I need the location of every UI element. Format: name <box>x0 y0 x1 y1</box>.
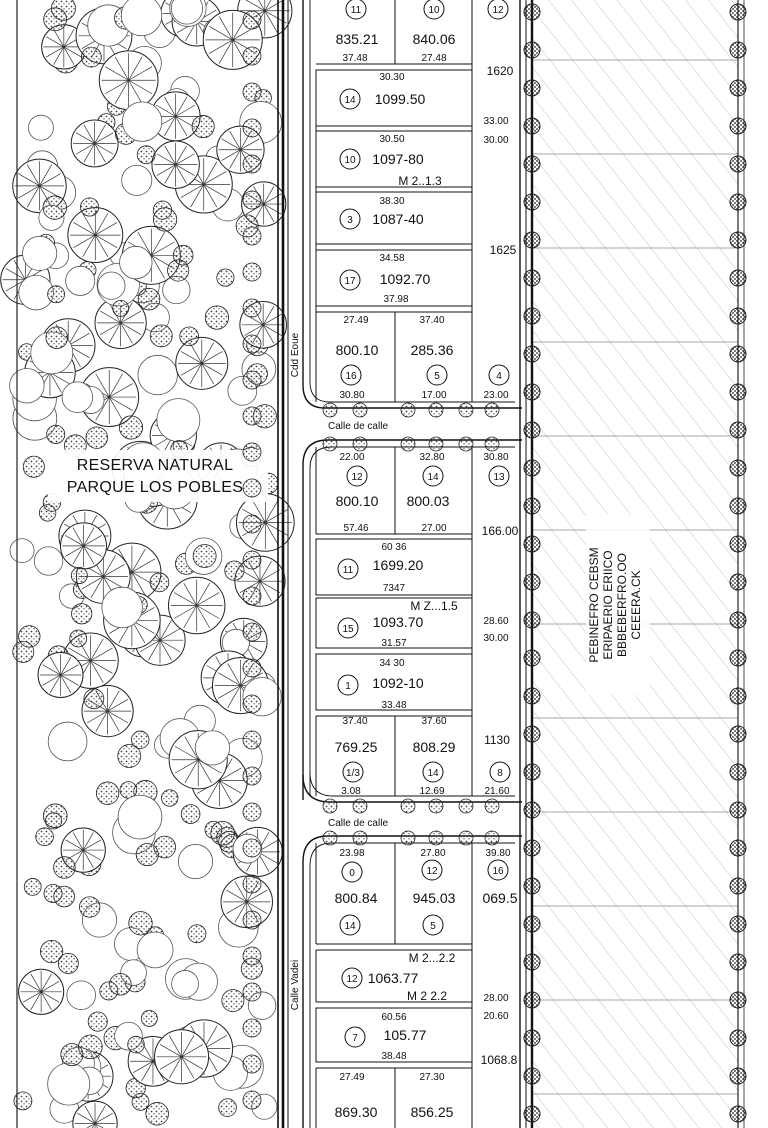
lot-number: 1 <box>345 681 351 692</box>
lot-area: 800.84 <box>334 890 378 906</box>
lot-dimension: 38.48 <box>381 1051 407 1062</box>
boundary-marker <box>730 764 746 780</box>
street-tree-marker <box>485 831 499 845</box>
tree-symbol <box>129 911 152 934</box>
lot-number: 11 <box>342 565 354 576</box>
street-tree-marker <box>401 403 415 417</box>
tree-symbol <box>219 1099 237 1117</box>
street-tree-marker <box>459 403 473 417</box>
lot-dimension: 22.00 <box>339 452 365 463</box>
perimeter-label <box>586 515 650 695</box>
lot-dimension: 57.46 <box>343 523 369 534</box>
tree-symbol <box>137 146 155 164</box>
street-label: Calle de calle <box>327 421 389 432</box>
tree-symbol <box>48 286 65 303</box>
tree-symbol <box>81 47 101 67</box>
lot-dimension: 60.56 <box>381 1012 407 1023</box>
tree-symbol <box>71 120 118 167</box>
tree-symbol <box>150 325 172 347</box>
boundary-marker <box>730 650 746 666</box>
street-tree-marker <box>243 47 261 65</box>
boundary-marker <box>730 688 746 704</box>
lot-dimension: 31.57 <box>381 638 407 649</box>
boundary-marker <box>730 1030 746 1046</box>
tree-symbol <box>173 245 193 265</box>
tree-symbol <box>192 115 214 137</box>
street-tree-marker <box>429 403 443 417</box>
lot-area: 285.36 <box>410 342 454 358</box>
block-label: M Z...1.5 <box>410 599 458 613</box>
lot-area: 1092-10 <box>372 675 424 691</box>
lot-dimension: 7347 <box>382 583 406 594</box>
lot-number: 7 <box>352 1033 358 1044</box>
boundary-marker <box>730 878 746 894</box>
lot-dimension: 23.98 <box>339 848 365 859</box>
tree-symbol <box>34 547 62 575</box>
street-tree-marker <box>243 911 261 929</box>
tree-symbol <box>138 355 177 394</box>
tree-symbol <box>217 269 234 286</box>
tree-symbol <box>68 208 123 263</box>
street-tree-marker <box>459 437 473 451</box>
street-tree-marker <box>243 803 261 821</box>
lot-dimension: 27.80 <box>420 848 446 859</box>
tree-symbol <box>44 8 67 31</box>
tree-symbol <box>225 561 244 580</box>
tree-symbol <box>10 369 44 403</box>
boundary-marker <box>730 536 746 552</box>
boundary-marker <box>730 4 746 20</box>
street-tree-marker <box>243 263 261 281</box>
lot-number: 15 <box>342 624 354 635</box>
tree-symbol <box>178 844 212 878</box>
lot-number: 12 <box>351 472 363 483</box>
lot-area: 835.21 <box>335 31 379 47</box>
street-label: Cdd Eoue <box>290 332 301 378</box>
lot-number: 10 <box>344 155 356 166</box>
lot-dimension: 37.40 <box>419 315 445 326</box>
tree-symbol <box>72 604 92 624</box>
external-dimension: 33.00 <box>483 116 509 127</box>
lot-dimension: 30.80 <box>483 452 509 463</box>
lot-number: 13 <box>493 472 505 483</box>
lot-dimension: 3.08 <box>341 786 361 797</box>
lot-area: 856.25 <box>410 1104 454 1120</box>
tree-symbol <box>86 427 108 449</box>
tree-symbol <box>176 337 228 389</box>
street-tree-marker <box>243 731 261 749</box>
street-tree-marker <box>353 437 367 451</box>
lot-area: 1093.70 <box>372 614 424 630</box>
lot-area: 945.03 <box>412 890 456 906</box>
lot-number: 14 <box>427 768 439 779</box>
tree-symbol <box>168 577 224 633</box>
tree-symbol <box>58 953 78 973</box>
boundary-marker <box>730 954 746 970</box>
street-tree-marker <box>243 155 261 173</box>
lot-area: 769.25 <box>334 739 378 755</box>
tree-symbol <box>54 886 75 907</box>
tree-symbol <box>99 51 158 110</box>
street-tree-marker <box>429 799 443 813</box>
tree-symbol <box>113 300 129 316</box>
tree-symbol <box>195 731 229 765</box>
lot-number: 10 <box>428 5 440 16</box>
lot-area: 800.10 <box>335 342 379 358</box>
street-tree-marker <box>243 947 261 965</box>
boundary-marker <box>730 498 746 514</box>
boundary-marker <box>730 802 746 818</box>
street-tree-marker <box>401 799 415 813</box>
tree-symbol <box>152 141 199 188</box>
street-tree-marker <box>323 831 337 845</box>
street-tree-marker <box>353 403 367 417</box>
lot-dimension: 37.48 <box>342 53 368 64</box>
external-dimension: 30.00 <box>483 633 509 644</box>
street-tree-marker <box>243 623 261 641</box>
tree-symbol <box>39 505 56 522</box>
boundary-marker <box>730 194 746 210</box>
lot-number: 16 <box>492 866 504 877</box>
lot-dimension: 37.40 <box>342 716 368 727</box>
street-tree-marker <box>459 799 473 813</box>
street-tree-marker <box>243 83 261 101</box>
boundary-marker <box>730 156 746 172</box>
boundary-marker <box>730 726 746 742</box>
tree-symbol <box>138 288 160 310</box>
tree-symbol <box>46 327 68 349</box>
street-tree-marker <box>429 437 443 451</box>
street-tree-marker <box>243 191 261 209</box>
tree-symbol <box>153 208 176 231</box>
tree-symbol <box>155 1030 209 1084</box>
lot-dimension: 33.48 <box>381 700 407 711</box>
tree-symbol <box>96 782 119 805</box>
lot-area: 105.77 <box>383 1027 427 1043</box>
lot-number: 14 <box>427 472 439 483</box>
lot-number: 17 <box>344 276 356 287</box>
boundary-marker <box>730 308 746 324</box>
lot-area: 1092.70 <box>379 271 431 287</box>
boundary-marker <box>730 1106 746 1122</box>
street-tree-marker <box>243 119 261 137</box>
lot-number: 12 <box>492 5 504 16</box>
street-tree-marker <box>243 1055 261 1073</box>
external-dimension: 166.00 <box>481 524 519 538</box>
lot-dimension: 27.49 <box>343 315 369 326</box>
boundary-marker <box>730 916 746 932</box>
lot-number: 0 <box>349 868 355 879</box>
perimeter-label-line1: PEBINEFRO CEBSM <box>587 547 601 663</box>
lot-dimension: 39.80 <box>485 848 511 859</box>
lot-dimension: 27.48 <box>421 53 447 64</box>
lot-dimension: 12.69 <box>419 786 445 797</box>
tree-symbol <box>150 573 169 592</box>
street-tree-marker <box>429 831 443 845</box>
lot-area: 069.5 <box>482 890 518 906</box>
street-label: Calle de calle <box>327 818 389 829</box>
tree-symbol <box>205 306 228 329</box>
tree-symbol <box>36 828 54 846</box>
tree-symbol <box>13 641 34 662</box>
tree-symbol <box>38 652 83 697</box>
tree-symbol <box>121 0 162 36</box>
street-tree-marker <box>243 767 261 785</box>
street-tree-marker <box>485 437 499 451</box>
tree-symbol <box>23 456 44 477</box>
lot-dimension: 27.49 <box>339 1072 365 1083</box>
lot-dimension: 27.30 <box>419 1072 445 1083</box>
lot-area: 840.06 <box>412 31 456 47</box>
lot-dimension: 30.80 <box>339 390 365 401</box>
tree-symbol <box>146 1102 169 1125</box>
tree-symbol <box>84 689 104 709</box>
tree-symbol <box>43 804 67 828</box>
street-tree-marker <box>243 839 261 857</box>
tree-symbol <box>66 266 95 295</box>
tree-symbol <box>48 722 87 761</box>
boundary-marker <box>730 460 746 476</box>
street-tree-marker <box>243 371 261 389</box>
tree-symbol <box>19 969 64 1014</box>
tree-symbol <box>102 587 143 628</box>
lot-number: 14 <box>344 95 356 106</box>
lot-dimension: 21.60 <box>484 786 510 797</box>
tree-symbol <box>222 989 244 1011</box>
external-dimension: 1620 <box>486 64 514 78</box>
lot-area: 808.29 <box>412 739 456 755</box>
street-tree-marker <box>243 335 261 353</box>
lot-dimension: 32.80 <box>419 452 445 463</box>
lot-area: 800.10 <box>335 493 379 509</box>
external-dimension: 20.60 <box>483 1011 509 1022</box>
lot-area: 869.30 <box>334 1104 378 1120</box>
tree-symbol <box>154 836 176 858</box>
street-tree-marker <box>401 831 415 845</box>
tree-symbol <box>60 523 106 569</box>
lot-number: 14 <box>344 921 356 932</box>
tree-symbol <box>118 795 162 839</box>
lot-number: 5 <box>430 921 436 932</box>
lot-area: 1699.20 <box>372 557 424 573</box>
perimeter-label-line2: ERIPAERIO ERIICO <box>601 550 615 660</box>
street-tree-marker <box>353 831 367 845</box>
lot-dimension: 60 36 <box>381 542 407 553</box>
street-tree-marker <box>243 983 261 1001</box>
tree-symbol <box>48 1063 90 1105</box>
boundary-marker <box>730 574 746 590</box>
lot-dimension: 37.60 <box>421 716 447 727</box>
lot-dimension: 27.00 <box>421 523 447 534</box>
lot-number: 4 <box>496 371 502 382</box>
tree-symbol <box>23 236 57 270</box>
tree-symbol <box>67 981 96 1010</box>
lot-area: 1099.50 <box>374 91 426 107</box>
street-label: Calle Vadei <box>290 959 301 1011</box>
tree-symbol <box>161 790 178 807</box>
tree-symbol <box>172 970 199 997</box>
tree-symbol <box>47 425 65 443</box>
perimeter-label-line4: CEEERA.CK <box>629 570 643 640</box>
tree-symbol <box>122 102 161 141</box>
tree-symbol <box>157 399 200 442</box>
boundary-marker <box>730 1068 746 1084</box>
boundary-marker <box>730 422 746 438</box>
boundary-marker <box>730 118 746 134</box>
lot-number: 16 <box>345 371 357 382</box>
street-tree-marker <box>243 1019 261 1037</box>
lot-number: 12 <box>426 866 438 877</box>
street-tree-marker <box>323 403 337 417</box>
boundary-marker <box>730 384 746 400</box>
lot-number: 3 <box>347 215 353 226</box>
tree-symbol <box>122 165 152 195</box>
lot-area: 1087-40 <box>372 211 424 227</box>
reserve-label-line2: PARQUE LOS POBLES <box>66 479 244 496</box>
block-label: M 2...2.2 <box>408 951 456 965</box>
street-tree-marker <box>323 799 337 813</box>
tree-symbol <box>181 805 200 824</box>
street-tree-marker <box>243 443 261 461</box>
boundary-marker <box>730 42 746 58</box>
tree-symbol <box>80 198 98 216</box>
street-tree-marker <box>485 799 499 813</box>
tree-symbol <box>119 416 142 439</box>
lot-number: 5 <box>434 371 440 382</box>
boundary-marker <box>730 270 746 286</box>
tree-symbol <box>54 857 76 879</box>
tree-symbol <box>61 1044 83 1066</box>
street-tree-marker <box>243 1091 261 1109</box>
tree-symbol <box>131 731 148 748</box>
street-tree-marker <box>243 407 261 425</box>
lot-dimension: 38.30 <box>379 196 405 207</box>
boundary-marker <box>730 80 746 96</box>
tree-symbol <box>188 925 206 943</box>
street-tree-marker <box>243 551 261 569</box>
tree-symbol <box>79 897 99 917</box>
tree-symbol <box>10 539 34 563</box>
boundary-marker <box>730 346 746 362</box>
lot-dimension: 30.30 <box>379 72 405 83</box>
external-dimension: 30.00 <box>483 135 509 146</box>
street-tree-marker <box>243 875 261 893</box>
tree-symbol <box>43 196 66 219</box>
street-tree-marker <box>243 695 261 713</box>
lot-dimension: 23.00 <box>483 390 509 401</box>
street-tree-marker <box>243 515 261 533</box>
tree-symbol <box>180 327 199 346</box>
lot-number: 8 <box>497 768 503 779</box>
block-label: M 2 2.2 <box>406 989 448 1003</box>
tree-symbol <box>88 1012 107 1031</box>
street-tree-marker <box>243 659 261 677</box>
tree-symbol <box>24 878 41 895</box>
street-tree-marker <box>485 403 499 417</box>
tree-symbol <box>211 821 235 845</box>
external-dimension: 1625 <box>489 243 517 257</box>
street-tree-marker <box>323 437 337 451</box>
lot-dimension: 34.58 <box>379 253 405 264</box>
street-tree-marker <box>243 587 261 605</box>
street-tree-marker <box>243 227 261 245</box>
tree-symbol <box>141 1010 157 1026</box>
lot-area: 800.03 <box>406 493 450 509</box>
block-label: M 2..1.3 <box>398 174 442 188</box>
tree-symbol <box>100 982 118 1000</box>
external-dimension: 28.60 <box>483 616 509 627</box>
tree-symbol <box>137 932 173 968</box>
lot-dimension: 30.50 <box>379 134 405 145</box>
lot-dimension: 17.00 <box>421 390 447 401</box>
lot-number: 1/3 <box>346 768 360 779</box>
external-dimension: 1068.8 <box>480 1053 518 1067</box>
lot-area: 1063.77 <box>367 970 419 986</box>
perimeter-label-line3: BBBEBERFRO.OO <box>615 552 629 658</box>
street-tree-marker <box>401 437 415 451</box>
tree-symbol <box>128 1036 145 1053</box>
lot-number: 11 <box>350 5 362 16</box>
tree-symbol <box>62 382 93 413</box>
lot-area: 1097-80 <box>372 151 424 167</box>
external-dimension: 28.00 <box>483 993 509 1004</box>
boundary-marker <box>730 612 746 628</box>
lot-dimension: 34 30 <box>379 658 405 669</box>
tree-symbol <box>98 272 125 299</box>
street-tree-marker <box>243 299 261 317</box>
boundary-marker <box>730 992 746 1008</box>
boundary-marker <box>730 840 746 856</box>
lot-dimension: 37.98 <box>383 294 409 305</box>
tree-symbol <box>120 246 153 279</box>
street-tree-marker <box>243 11 261 29</box>
external-dimension: 1130 <box>484 733 510 747</box>
lot-number: 12 <box>346 974 358 985</box>
reserve-label-line1: RESERVA NATURAL <box>76 457 234 474</box>
tree-symbol <box>71 567 87 583</box>
street-tree-marker <box>353 799 367 813</box>
tree-symbol <box>73 1101 117 1128</box>
tree-symbol <box>70 630 87 647</box>
tree-symbol <box>193 544 216 567</box>
street-tree-marker <box>459 831 473 845</box>
boundary-marker <box>730 232 746 248</box>
tree-symbol <box>132 1093 149 1110</box>
street-tree-marker <box>243 479 261 497</box>
tree-symbol <box>28 115 53 140</box>
